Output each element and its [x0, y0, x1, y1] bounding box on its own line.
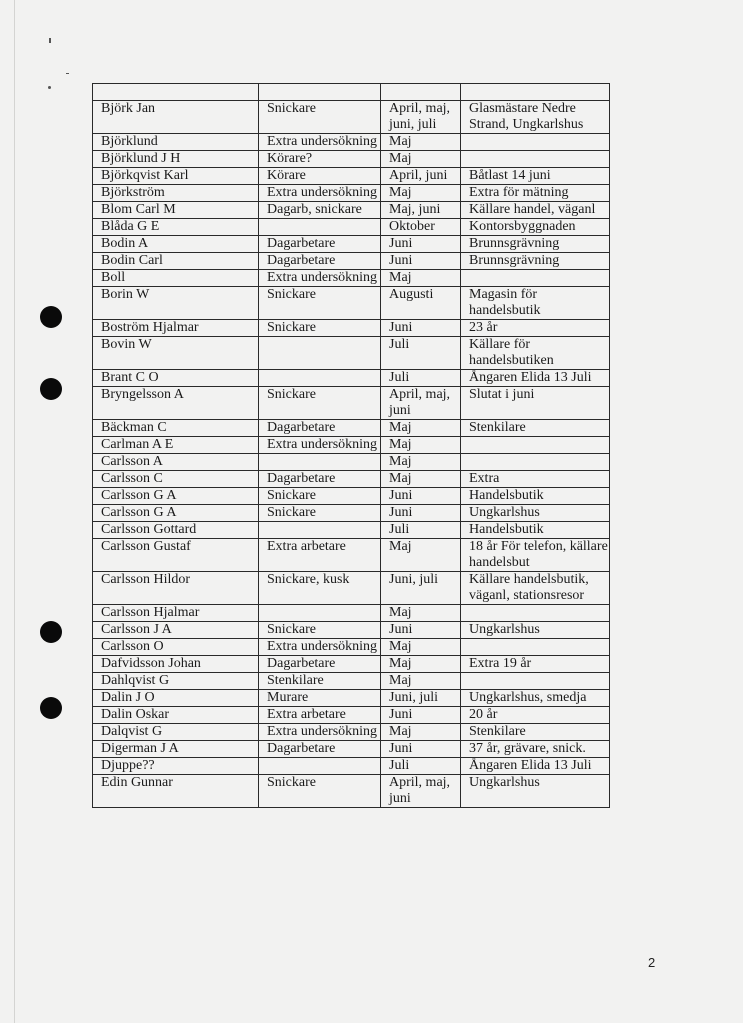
table-row: [93, 656, 610, 673]
table-row: [93, 437, 610, 454]
months-cell: [381, 84, 461, 101]
note-cell: Kontorsbyggnaden: [461, 219, 610, 236]
table-row: [93, 488, 610, 505]
months-cell: April, maj, juni: [381, 775, 461, 808]
occupation-cell: Dagarb, snickare: [259, 202, 381, 219]
name-cell: Borin W: [93, 287, 259, 320]
months-cell: Juli: [381, 337, 461, 370]
occupation-cell: Snickare: [259, 101, 381, 134]
occupation-cell: Extra undersökning: [259, 639, 381, 656]
name-cell: Edin Gunnar: [93, 775, 259, 808]
occupation-cell: Snickare: [259, 505, 381, 522]
note-cell: Källare handelsbutik, väganl, stationsresor: [461, 572, 610, 605]
page-edge-line: [14, 0, 15, 1023]
note-cell: Ungkarlshus: [461, 775, 610, 808]
months-cell: Augusti: [381, 287, 461, 320]
months-cell: Juni: [381, 622, 461, 639]
note-cell: [461, 84, 610, 101]
occupation-cell: Körare: [259, 168, 381, 185]
name-cell: Bryngelsson A: [93, 387, 259, 420]
months-cell: April, maj, juni: [381, 387, 461, 420]
name-cell: Blom Carl M: [93, 202, 259, 219]
table-row: [93, 420, 610, 437]
table-row: [93, 454, 610, 471]
months-cell: Maj: [381, 539, 461, 572]
table-row: [93, 471, 610, 488]
months-cell: Juli: [381, 758, 461, 775]
note-cell: Ångaren Elida 13 Juli: [461, 370, 610, 387]
months-cell: Maj: [381, 134, 461, 151]
table-row: [93, 741, 610, 758]
punch-hole: [40, 697, 62, 719]
page-number: 2: [648, 955, 656, 970]
note-cell: 37 år, grävare, snick.: [461, 741, 610, 758]
note-cell: [461, 639, 610, 656]
occupation-cell: Snickare: [259, 320, 381, 337]
table-row: [93, 758, 610, 775]
table-row: [93, 185, 610, 202]
months-cell: April, juni: [381, 168, 461, 185]
scan-speck: [66, 73, 69, 74]
months-cell: Maj: [381, 151, 461, 168]
note-cell: [461, 270, 610, 287]
name-cell: Björklund J H: [93, 151, 259, 168]
note-cell: 20 år: [461, 707, 610, 724]
occupation-cell: Dagarbetare: [259, 471, 381, 488]
occupation-cell: Dagarbetare: [259, 741, 381, 758]
occupation-cell: Dagarbetare: [259, 253, 381, 270]
note-cell: 23 år: [461, 320, 610, 337]
note-cell: [461, 673, 610, 690]
months-cell: Maj: [381, 724, 461, 741]
occupation-cell: [259, 454, 381, 471]
table-row: [93, 673, 610, 690]
table-row: [93, 287, 610, 320]
note-cell: Stenkilare: [461, 724, 610, 741]
name-cell: Digerman J A: [93, 741, 259, 758]
name-cell: Dalin J O: [93, 690, 259, 707]
months-cell: Oktober: [381, 219, 461, 236]
table-row: [93, 320, 610, 337]
name-cell: Carlsson C: [93, 471, 259, 488]
occupation-cell: [259, 219, 381, 236]
months-cell: Juni: [381, 253, 461, 270]
months-cell: Maj: [381, 185, 461, 202]
occupation-cell: [259, 337, 381, 370]
occupation-cell: Extra arbetare: [259, 707, 381, 724]
name-cell: Carlsson Hildor: [93, 572, 259, 605]
table-row: [93, 134, 610, 151]
occupation-cell: [259, 370, 381, 387]
name-cell: [93, 84, 259, 101]
table-row: [93, 522, 610, 539]
name-cell: Carlsson G A: [93, 505, 259, 522]
table-row: [93, 387, 610, 420]
occupation-cell: Extra undersökning: [259, 437, 381, 454]
table-row: [93, 168, 610, 185]
months-cell: Juni: [381, 741, 461, 758]
name-cell: Dahlqvist G: [93, 673, 259, 690]
occupation-cell: Extra arbetare: [259, 539, 381, 572]
note-cell: Ungkarlshus: [461, 505, 610, 522]
name-cell: Dalqvist G: [93, 724, 259, 741]
occupation-cell: Snickare: [259, 387, 381, 420]
note-cell: [461, 605, 610, 622]
note-cell: Slutat i juni: [461, 387, 610, 420]
months-cell: Juli: [381, 522, 461, 539]
note-cell: Magasin för handelsbutik: [461, 287, 610, 320]
note-cell: Glasmästare Nedre Strand, Ungkarlshus: [461, 101, 610, 134]
register-body: [93, 84, 610, 808]
note-cell: Ungkarlshus: [461, 622, 610, 639]
name-cell: Carlsson O: [93, 639, 259, 656]
name-cell: Carlsson G A: [93, 488, 259, 505]
table-row: [93, 724, 610, 741]
table-row: [93, 370, 610, 387]
months-cell: Maj: [381, 605, 461, 622]
months-cell: Maj: [381, 673, 461, 690]
occupation-cell: Snickare: [259, 287, 381, 320]
months-cell: Juni: [381, 505, 461, 522]
table-row: [93, 707, 610, 724]
name-cell: Djuppe??: [93, 758, 259, 775]
note-cell: Ungkarlshus, smedja: [461, 690, 610, 707]
months-cell: Maj: [381, 639, 461, 656]
occupation-cell: Snickare: [259, 622, 381, 639]
months-cell: Maj: [381, 656, 461, 673]
months-cell: Juni: [381, 236, 461, 253]
name-cell: Blåda G E: [93, 219, 259, 236]
occupation-cell: [259, 758, 381, 775]
occupation-cell: Extra undersökning: [259, 134, 381, 151]
note-cell: [461, 454, 610, 471]
table-row: [93, 236, 610, 253]
scan-speck: [49, 38, 51, 43]
table-row: [93, 690, 610, 707]
name-cell: Björklund: [93, 134, 259, 151]
name-cell: Carlsson Hjalmar: [93, 605, 259, 622]
name-cell: Carlsson Gottard: [93, 522, 259, 539]
table-row: [93, 539, 610, 572]
note-cell: Stenkilare: [461, 420, 610, 437]
name-cell: Bodin Carl: [93, 253, 259, 270]
name-cell: Carlsson A: [93, 454, 259, 471]
name-cell: Dafvidsson Johan: [93, 656, 259, 673]
table-row: [93, 775, 610, 808]
table-row: [93, 572, 610, 605]
occupation-cell: Extra undersökning: [259, 724, 381, 741]
note-cell: [461, 134, 610, 151]
table-row: [93, 605, 610, 622]
occupation-cell: Murare: [259, 690, 381, 707]
scan-speck: [48, 86, 51, 89]
occupation-cell: [259, 605, 381, 622]
note-cell: Källare handel, väganl: [461, 202, 610, 219]
punch-hole: [40, 621, 62, 643]
note-cell: Handelsbutik: [461, 488, 610, 505]
note-cell: [461, 151, 610, 168]
months-cell: Maj: [381, 437, 461, 454]
note-cell: Extra 19 år: [461, 656, 610, 673]
months-cell: Maj: [381, 454, 461, 471]
note-cell: [461, 437, 610, 454]
name-cell: Carlsson Gustaf: [93, 539, 259, 572]
occupation-cell: Stenkilare: [259, 673, 381, 690]
name-cell: Björk Jan: [93, 101, 259, 134]
months-cell: Juni, juli: [381, 690, 461, 707]
table-row: [93, 84, 610, 101]
table-row: [93, 219, 610, 236]
name-cell: Dalin Oskar: [93, 707, 259, 724]
name-cell: Brant C O: [93, 370, 259, 387]
table-row: [93, 505, 610, 522]
months-cell: Maj: [381, 270, 461, 287]
table-row: [93, 253, 610, 270]
name-cell: Boll: [93, 270, 259, 287]
months-cell: Maj, juni: [381, 202, 461, 219]
name-cell: Carlsson J A: [93, 622, 259, 639]
occupation-cell: Dagarbetare: [259, 420, 381, 437]
name-cell: Bodin A: [93, 236, 259, 253]
occupation-cell: Snickare: [259, 775, 381, 808]
occupation-cell: Dagarbetare: [259, 236, 381, 253]
table-row: [93, 202, 610, 219]
table-row: [93, 151, 610, 168]
note-cell: Handelsbutik: [461, 522, 610, 539]
note-cell: Ångaren Elida 13 Juli: [461, 758, 610, 775]
table-row: [93, 101, 610, 134]
name-cell: Björkqvist Karl: [93, 168, 259, 185]
note-cell: 18 år För telefon, källare handelsbut: [461, 539, 610, 572]
table-row: [93, 270, 610, 287]
name-cell: Bäckman C: [93, 420, 259, 437]
occupation-cell: Extra undersökning: [259, 185, 381, 202]
months-cell: Juni: [381, 488, 461, 505]
punch-hole: [40, 378, 62, 400]
months-cell: Juni: [381, 320, 461, 337]
months-cell: Maj: [381, 420, 461, 437]
note-cell: Extra för mätning: [461, 185, 610, 202]
months-cell: Maj: [381, 471, 461, 488]
note-cell: Brunnsgrävning: [461, 253, 610, 270]
occupation-cell: Snickare: [259, 488, 381, 505]
note-cell: Extra: [461, 471, 610, 488]
months-cell: Juli: [381, 370, 461, 387]
note-cell: Båtlast 14 juni: [461, 168, 610, 185]
occupation-cell: Extra undersökning: [259, 270, 381, 287]
months-cell: Juni, juli: [381, 572, 461, 605]
table-row: [93, 639, 610, 656]
name-cell: Boström Hjalmar: [93, 320, 259, 337]
punch-hole: [40, 306, 62, 328]
table-row: [93, 337, 610, 370]
occupation-cell: Dagarbetare: [259, 656, 381, 673]
months-cell: April, maj, juni, juli: [381, 101, 461, 134]
name-cell: Carlman A E: [93, 437, 259, 454]
table-row: [93, 622, 610, 639]
occupation-cell: [259, 522, 381, 539]
occupation-cell: [259, 84, 381, 101]
name-cell: Bovin W: [93, 337, 259, 370]
occupation-cell: Snickare, kusk: [259, 572, 381, 605]
note-cell: Brunnsgrävning: [461, 236, 610, 253]
name-cell: Björkström: [93, 185, 259, 202]
register-table: [92, 83, 610, 808]
months-cell: Juni: [381, 707, 461, 724]
note-cell: Källare för handelsbutiken: [461, 337, 610, 370]
occupation-cell: Körare?: [259, 151, 381, 168]
